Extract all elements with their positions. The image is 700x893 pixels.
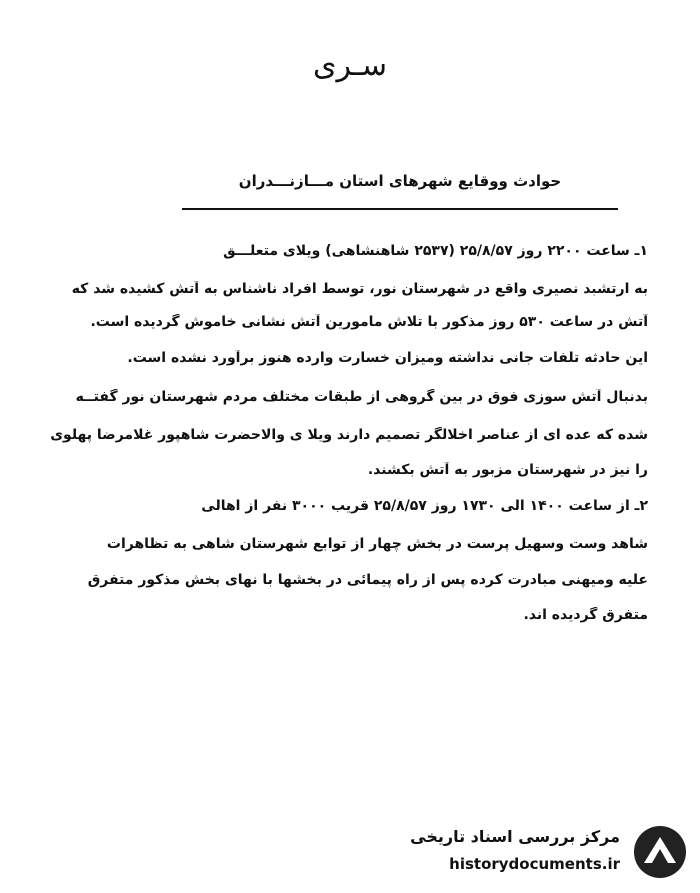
document-title: حوادث ووقایع شهرهای استان مـــازنـــدران: [238, 172, 562, 190]
watermark-text-fa: مرکز بررسی اسناد تاریخی: [410, 827, 620, 846]
watermark: [410, 819, 690, 885]
text-line: را نیز در شهرستان مزبور به آتش بکشند.: [367, 462, 648, 478]
text-line: به ارتشبد نصیری واقع در شهرستان نور، توسط افراد ناشناس به آتش کشیده شد که: [71, 281, 648, 297]
text-line: ۱ـ ساعت ۲۲۰۰ روز ۲۵/۸/۵۷ (۲۵۳۷ شاهنشاهی) ویلای متعلـــق: [223, 243, 648, 259]
text-line: متفرق گردیده اند.: [523, 607, 648, 623]
text-line: بدنبال آتش سوزی فوق در بین گروهی از طبقات مختلف مردم شهرستان نور گفتــه: [75, 389, 648, 405]
watermark-text-en: historydocuments.ir: [449, 855, 620, 873]
classification-heading: سـری: [313, 48, 387, 83]
title-underline: [182, 208, 618, 210]
text-line: ۲ـ از ساعت ۱۴۰۰ الی ۱۷۳۰ روز ۲۵/۸/۵۷ قریب ۳۰۰۰ نفر از اهالی: [201, 498, 648, 514]
text-line: شده که عده ای از عناصر اخلالگر تصمیم دارند ویلا ی والاحضرت شاهپور غلامرضا پهلوی: [50, 427, 648, 443]
text-line: آتش در ساعت ۵۳۰ روز مذکور با تلاش مامورین آتش نشانی خاموش گردیده است.: [90, 314, 648, 330]
text-line: شاهد وست وسهیل پرست در بخش چهار از توابع شهرستان شاهی به تظاهرات: [106, 536, 648, 552]
archive-logo-icon: [630, 823, 690, 881]
text-line: علیه ومیهنی مبادرت کرده پس از راه پیمائی در بخشها با نهای بخش مذکور متفرق: [87, 572, 648, 588]
text-line: این حادثه تلفات جانی نداشته ومیزان خسارت وارده هنوز برآورد نشده است.: [127, 350, 648, 366]
